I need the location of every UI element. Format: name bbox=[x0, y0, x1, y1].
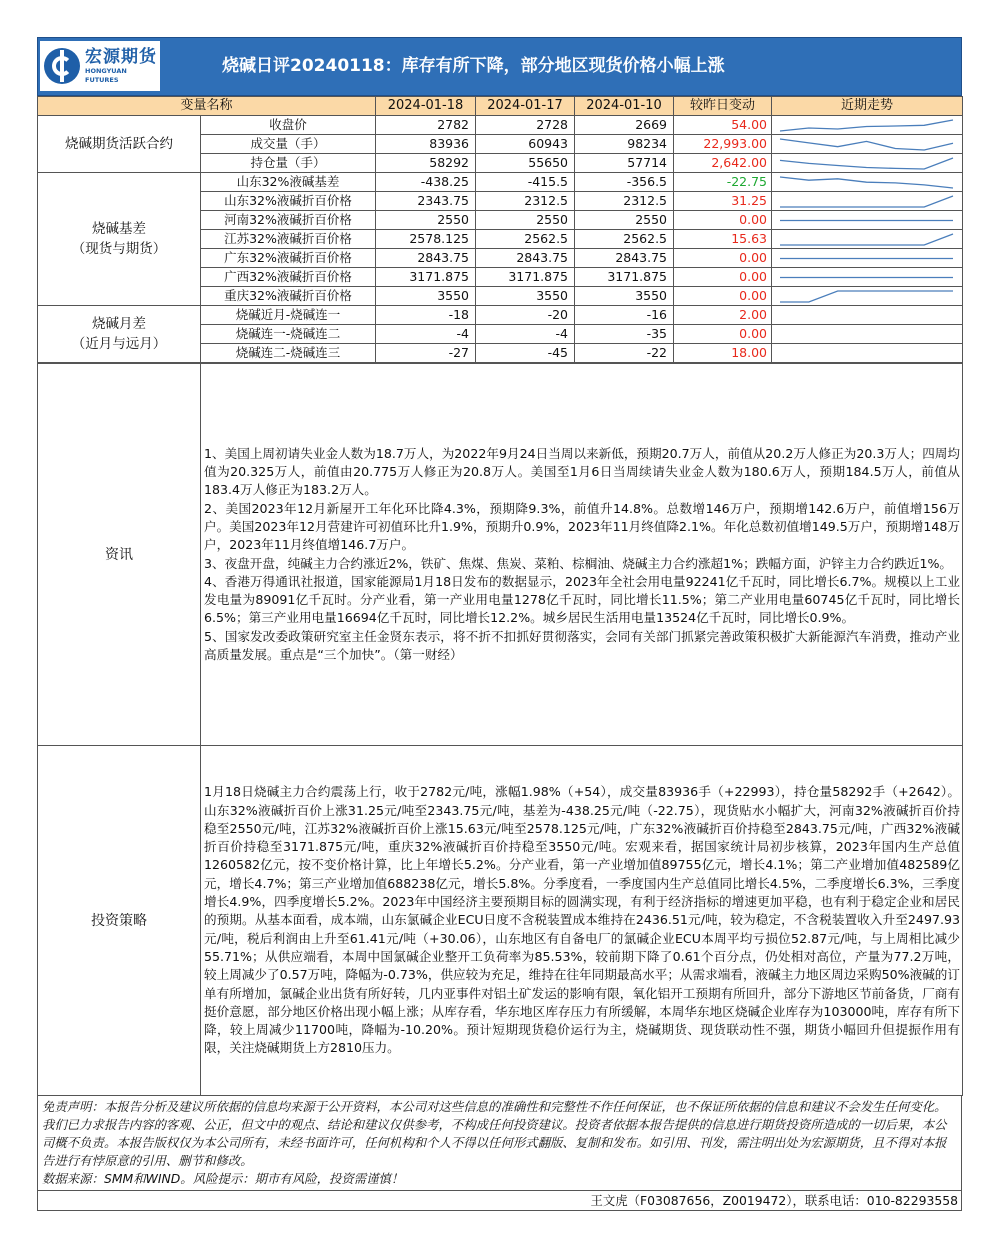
daily-change: 2.00 bbox=[674, 306, 772, 325]
value-date-2: 2562.5 bbox=[476, 230, 575, 249]
row-name: 持仓量（手） bbox=[201, 154, 376, 173]
value-date-1: 58292 bbox=[376, 154, 476, 173]
daily-change: 22,993.00 bbox=[674, 135, 772, 154]
daily-change: 31.25 bbox=[674, 192, 772, 211]
value-date-1: 83936 bbox=[376, 135, 476, 154]
value-date-3: 3550 bbox=[575, 287, 674, 306]
value-date-3: 2562.5 bbox=[575, 230, 674, 249]
daily-change: 0.00 bbox=[674, 249, 772, 268]
value-date-3: 2312.5 bbox=[575, 192, 674, 211]
header-trend: 近期走势 bbox=[772, 97, 963, 116]
value-date-2: 2728 bbox=[476, 116, 575, 135]
trend-sparkline bbox=[772, 344, 963, 363]
news-row bbox=[38, 364, 963, 746]
daily-change: 0.00 bbox=[674, 211, 772, 230]
strategy-label: 投资策略 bbox=[38, 746, 201, 1096]
value-date-3: -16 bbox=[575, 306, 674, 325]
value-date-2: 3171.875 bbox=[476, 268, 575, 287]
value-date-3: 2669 bbox=[575, 116, 674, 135]
row-name: 烧碱连一-烧碱连二 bbox=[201, 325, 376, 344]
trend-sparkline bbox=[772, 154, 963, 173]
value-date-2: 2843.75 bbox=[476, 249, 575, 268]
report-header bbox=[37, 37, 962, 96]
market-data-table bbox=[37, 96, 963, 363]
sparkline-path bbox=[780, 120, 953, 131]
value-date-1: -18 bbox=[376, 306, 476, 325]
value-date-1: -4 bbox=[376, 325, 476, 344]
value-date-3: 2843.75 bbox=[575, 249, 674, 268]
logo-english-name: HONGYUAN FUTURES bbox=[85, 67, 127, 84]
sparkline-path bbox=[780, 158, 953, 169]
trend-sparkline bbox=[772, 230, 963, 249]
value-date-2: -20 bbox=[476, 306, 575, 325]
value-date-1: 2550 bbox=[376, 211, 476, 230]
news-item: 4、香港万得通讯社报道，国家能源局1月18日发布的数据显示，2023年全社会用电量92241亿千瓦时，同比增长6.7%。规模以上工业发电量为89091亿千瓦时。分产业看，第一产业用电量1278亿千瓦时，同比增长11.5%；第二产业用电量60745亿千瓦时，同比增长6.5%；第三产业用电量16694亿千瓦时，同比增长12.2%。城乡居民生活用电量13524亿千瓦时，同比增长0.9%。 bbox=[204, 573, 960, 626]
daily-change: 18.00 bbox=[674, 344, 772, 363]
strategy-row bbox=[38, 746, 963, 1096]
header-variable-name: 变量名称 bbox=[38, 97, 376, 116]
trend-sparkline bbox=[772, 116, 963, 135]
news-item: 1、美国上周初请失业金人数为18.7万人，为2022年9月24日当周以来新低，预期20.7万人，前值从20.2万人修正为20.3万人；四周均值为20.325万人，前值由20.775万人修正为20.8万人。美国至1月6日当周续请失业金人数为180.6万人，预期184.5万人，前值从183.4万人修正为183.2万人。 bbox=[204, 445, 960, 498]
row-name: 山东32%液碱折百价格 bbox=[201, 192, 376, 211]
value-date-3: -35 bbox=[575, 325, 674, 344]
value-date-1: 2578.125 bbox=[376, 230, 476, 249]
report-page bbox=[37, 37, 962, 1211]
logo-chinese-name: 宏源期货 bbox=[85, 47, 157, 67]
row-name: 广东32%液碱折百价格 bbox=[201, 249, 376, 268]
daily-change: 0.00 bbox=[674, 268, 772, 287]
sparkline-path bbox=[780, 234, 953, 245]
sparkline-path bbox=[780, 139, 953, 150]
trend-sparkline bbox=[772, 306, 963, 325]
sparkline-path bbox=[780, 196, 953, 207]
value-date-1: 3550 bbox=[376, 287, 476, 306]
trend-sparkline bbox=[772, 287, 963, 306]
daily-change: 15.63 bbox=[674, 230, 772, 249]
value-date-1: 2343.75 bbox=[376, 192, 476, 211]
daily-change: 0.00 bbox=[674, 287, 772, 306]
value-date-2: -4 bbox=[476, 325, 575, 344]
daily-change: -22.75 bbox=[674, 173, 772, 192]
trend-sparkline bbox=[772, 173, 963, 192]
row-name: 江苏32%液碱折百价格 bbox=[201, 230, 376, 249]
value-date-1: -27 bbox=[376, 344, 476, 363]
row-name: 烧碱连二-烧碱连三 bbox=[201, 344, 376, 363]
trend-sparkline bbox=[772, 249, 963, 268]
daily-change: 0.00 bbox=[674, 325, 772, 344]
header-change: 较昨日变动 bbox=[674, 97, 772, 116]
table-row bbox=[38, 306, 963, 325]
value-date-2: 3550 bbox=[476, 287, 575, 306]
news-content bbox=[201, 364, 963, 746]
value-date-2: -415.5 bbox=[476, 173, 575, 192]
row-name: 山东32%液碱基差 bbox=[201, 173, 376, 192]
report-title: 烧碱日评20240118：库存有所下降，部分地区现货价格小幅上涨 bbox=[222, 56, 725, 76]
trend-sparkline bbox=[772, 268, 963, 287]
value-date-3: -22 bbox=[575, 344, 674, 363]
table-row bbox=[38, 173, 963, 192]
value-date-2: 55650 bbox=[476, 154, 575, 173]
value-date-2: -45 bbox=[476, 344, 575, 363]
header-date-1: 2024-01-18 bbox=[376, 97, 476, 116]
daily-change: 54.00 bbox=[674, 116, 772, 135]
commentary-table bbox=[37, 363, 963, 1096]
value-date-1: -438.25 bbox=[376, 173, 476, 192]
daily-change: 2,642.00 bbox=[674, 154, 772, 173]
strategy-content: 1月18日烧碱主力合约震荡上行，收于2782元/吨，涨幅1.98%（+54），成交量83936手（+22993），持仓量58292手（+2642）。山东32%液碱折百价上涨31.25元/吨至2343.75元/吨，基差为-438.25元/吨（-22.75），现货贴水小幅扩大，河南32%液碱折百价持稳至2550元/吨，江苏32%液碱折百价上涨15.63元/吨至2578.125元/吨，广东32%液碱折百价持稳至2843.75元/吨，广西32%液碱折百价持稳至3171.875元/吨，重庆32%液碱折百价持稳至3550元/吨。宏观来看，据国家统计局初步核算，2023年国内生产总值1260582亿元，按不变价格计算，比上年增长5.2%。分产业看，第一产业增加值89755亿元，增长4.1%；第二产业增加值482589亿元，增长4.7%；第三产业增加值688238亿元，增长5.8%。分季度看，一季度国内生产总值同比增长4.5%，二季度增长6.3%，三季度增长4.9%，四季度增长5.2%。2023年中国经济主要预期目标的圆满实现，有利于经济指标的增速更加平稳，也有利于稳定企业和居民的预期。从基本面看，成本端，山东氯碱企业ECU日度不含税装置成本维持在2436.51元/吨，较为稳定，不含税装置收入升至2497.93元/吨，税后利润由上升至61.41元/吨（+30.06），山东地区有自备电厂的氯碱企业ECU本周平均亏损位52.87元/吨，与上周相比减少55.71%；从供应端看，本周中国氯碱企业整开工负荷率为85.53%，较前期下降了0.61个百分点，仍处相对高位，产量为77.2万吨，较上周减少了0.57万吨，降幅为-0.73%，供应较为充足，维持在往年同期最高水平；从需求端看，液碱主力地区周边采购50%液碱的订单有所增加，氯碱企业出货有所好转，几内亚事件对铝土矿发运的影响有限，氧化铝开工预期有所回升，部分下游地区节前备货，厂商有挺价意愿，部分地区价格出现小幅上涨；从库存看，华东地区库存压力有所缓解，本周华东地区烧碱企业库存为103000吨，库存有所下降，较上周减少11700吨，降幅为-10.20%。预计短期现货稳价运行为主，烧碱期货、现货联动性不强，期货小幅回升但提振作用有限，关注烧碱期货上方2810压力。 bbox=[201, 746, 963, 1096]
disclaimer-text: 免责声明：本报告分析及建议所依据的信息均来源于公开资料，本公司对这些信息的准确性和完整性不作任何保证，也不保证所依据的信息和建议不会发生任何变化。我们已力求报告内容的客观、公正，但文中的观点、结论和建议仅供参考，不构成任何投资建议。投资者依据本报告提供的信息进行期货投资所造成的一切后果，本公司概不负责。本报告版权仅为本公司所有，未经书面许可，任何机构和个人不得以任何形式翻版、复制和发布。如引用、刊发，需注明出处为宏源期货，且不得对本报告进行有悖原意的引用、删节和修改。 bbox=[42, 1099, 947, 1168]
value-date-2: 2312.5 bbox=[476, 192, 575, 211]
group-label: 烧碱月差 （近月与远月） bbox=[38, 306, 201, 363]
row-name: 成交量（手） bbox=[201, 135, 376, 154]
analyst-contact: 王文虎（F03087656，Z0019472），联系电话：010-82293558 bbox=[37, 1191, 962, 1211]
trend-sparkline bbox=[772, 325, 963, 344]
table-header-row bbox=[38, 97, 963, 116]
group-label: 烧碱期货活跃合约 bbox=[38, 116, 201, 173]
group-label: 烧碱基差 （现货与期货） bbox=[38, 173, 201, 306]
row-name: 河南32%液碱折百价格 bbox=[201, 211, 376, 230]
trend-sparkline bbox=[772, 211, 963, 230]
value-date-3: -356.5 bbox=[575, 173, 674, 192]
trend-sparkline bbox=[772, 135, 963, 154]
row-name: 烧碱近月-烧碱连一 bbox=[201, 306, 376, 325]
row-name: 重庆32%液碱折百价格 bbox=[201, 287, 376, 306]
header-date-2: 2024-01-17 bbox=[476, 97, 575, 116]
news-label: 资讯 bbox=[38, 364, 201, 746]
news-item: 2、美国2023年12月新屋开工年化环比降4.3%，预期降9.3%，前值升14.8%。总数增146万户，预期增142.6万户，前值增156万户。美国2023年12月营建许可初值环比升1.9%，预期升0.9%，2023年11月终值降2.1%。年化总数初值增149.5万户，预期增148万户，2023年11月终值增146.7万户。 bbox=[204, 500, 960, 553]
table-row bbox=[38, 116, 963, 135]
value-date-3: 98234 bbox=[575, 135, 674, 154]
value-date-2: 60943 bbox=[476, 135, 575, 154]
data-source-text: 数据来源：SMM和WIND。风险提示：期市有风险，投资需谨慎！ bbox=[42, 1171, 404, 1186]
trend-sparkline bbox=[772, 192, 963, 211]
value-date-3: 57714 bbox=[575, 154, 674, 173]
value-date-3: 2550 bbox=[575, 211, 674, 230]
header-date-3: 2024-01-10 bbox=[575, 97, 674, 116]
value-date-1: 2843.75 bbox=[376, 249, 476, 268]
value-date-3: 3171.875 bbox=[575, 268, 674, 287]
value-date-1: 2782 bbox=[376, 116, 476, 135]
news-item: 3、夜盘开盘，纯碱主力合约涨近2%，铁矿、焦煤、焦炭、菜粕、棕榈油、烧碱主力合约涨超1%；跌幅方面，沪锌主力合约跌近1%。 bbox=[204, 555, 953, 571]
value-date-2: 2550 bbox=[476, 211, 575, 230]
sparkline-path bbox=[780, 177, 953, 188]
row-name: 收盘价 bbox=[201, 116, 376, 135]
value-date-1: 3171.875 bbox=[376, 268, 476, 287]
hongyuan-logo-icon bbox=[44, 48, 80, 84]
sparkline-path bbox=[780, 291, 953, 302]
company-logo bbox=[40, 41, 160, 91]
news-item: 5、国家发改委政策研究室主任金贤东表示，将不折不扣抓好贯彻落实，会同有关部门抓紧完善政策积极扩大新能源汽车消费，推动产业高质量发展。重点是“三个加快”。（第一财经） bbox=[204, 628, 960, 662]
row-name: 广西32%液碱折百价格 bbox=[201, 268, 376, 287]
disclaimer-block bbox=[37, 1096, 962, 1191]
